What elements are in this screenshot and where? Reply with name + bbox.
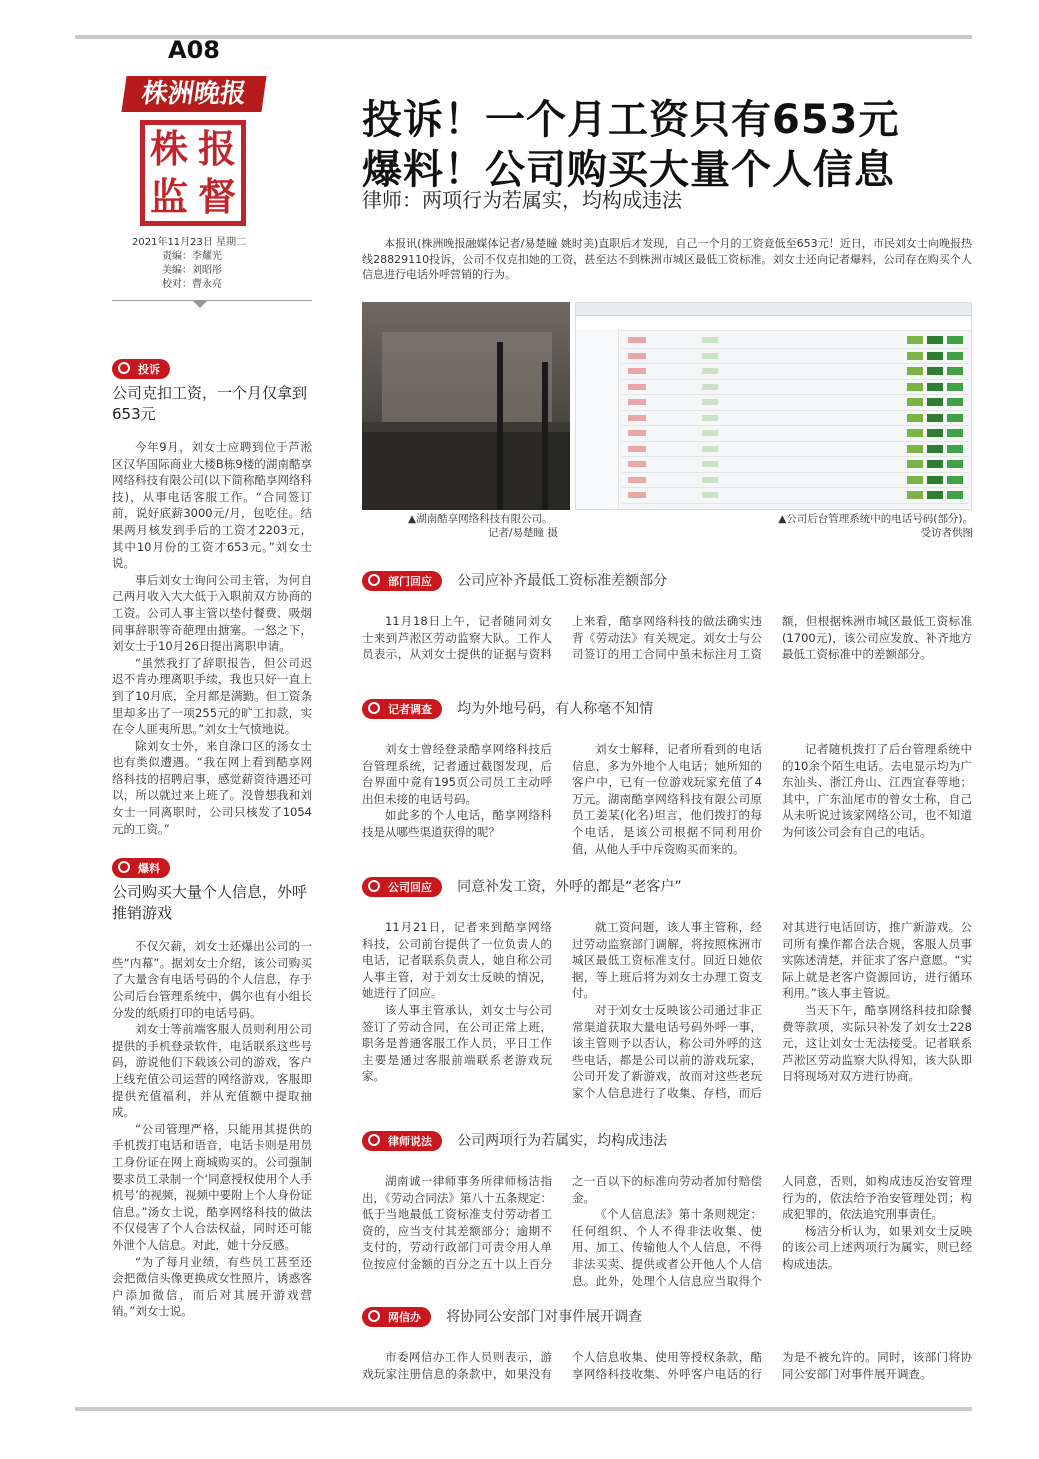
sidebar-para: 今年9月，刘女士应聘到位于芦淞区汉华国际商业大楼B栋9楼的湖南酷享网络科技有限公司(以下简称酷享网络科技)，从事电话客服工作。“合同签订前，说好底薪3000元/月，包吃住。结果两月核发到手后的工资才2203元，其中10月份的工资才653元。”刘女士说。 bbox=[112, 440, 312, 571]
issue-meta bbox=[132, 236, 282, 292]
sidebar-para: “公司管理严格，只能用其提供的手机拨打电话和语音，电话卡则是用员工身份证在网上商城购买的。公司强制要求员工录制一个‘同意授权使用个人手机号’的视频，视频中要附上个人身份证信息。”汤女士说，酷享网络科技的做法不仅侵害了个人合法权益，同时还可能外泄个人信息。对此，她十分反感。 bbox=[112, 1121, 312, 1252]
sidebar-para: 不仅欠薪，刘女士还爆出公司的一些“内幕”。据刘女士介绍，该公司购买了大量含有电话号码的个人信息，存于公司后台管理系统中，偶尔也有小组长分发的纸质打印的电话号码。 bbox=[112, 939, 312, 1020]
section-body bbox=[362, 741, 972, 857]
section-para: 对于刘女士反映该公司通过非正常渠道获取大量电话号码外呼一事，该主管则予以否认，称公司外呼的这些电话，都是公司以前的游戏玩家，公司开发了新游戏，故而对这些老玩家个人信息进行了收集、存档，而后对其进行电话回访，推广新游戏。公司所有操作都合法合规，客服人员事实陈述清楚，并征求了客户意愿。“实际上就是老客户资源回访，进行循环利用。”该人事主管说。 bbox=[572, 920, 972, 1100]
table-row bbox=[622, 457, 969, 473]
table-row bbox=[622, 488, 969, 504]
designer: 美编：刘昭彤 bbox=[162, 265, 222, 276]
section-cyberspace-office bbox=[362, 1306, 972, 1382]
section-para: 湖南诚一律师事务所律师杨洁指出，《劳动合同法》第八十五条规定：低于当地最低工资标准支付劳动者工资的，应当支付其差额部分；逾期不支付的，劳动行政部门可责令用人单位按应付金额的百分之五十以上百分之一百以下的标准向劳动者加付赔偿金。 bbox=[362, 1174, 762, 1271]
section-para: 市委网信办工作人员则表示，游戏玩家注册信息的条款中，如果没有个人信息收集、使用等授权条款，酷享网络科技收集、外呼客户电话的行为是不被允许的。同时，该部门将协同公安部门对事件展开调查。 bbox=[362, 1350, 972, 1381]
seal-char: 报 bbox=[197, 127, 236, 171]
table-row bbox=[622, 442, 969, 458]
seal-char: 督 bbox=[197, 175, 236, 219]
page-number: A08 bbox=[168, 36, 220, 64]
section-heading: 将协同公安部门对事件展开调查 bbox=[446, 1309, 643, 1325]
section-para: 杨洁分析认为，如果刘女士反映的该公司上述两项行为属实，则已经构成违法。 bbox=[782, 1223, 972, 1271]
section-lawyer-opinion bbox=[362, 1130, 972, 1289]
table-row bbox=[622, 473, 969, 489]
section-para: 就工资问题，该人事主管称，经过劳动监察部门调解，将按照株洲市城区最低工资标准支付。回近日她依据，等上班后将为刘女士办理工资支付。 bbox=[572, 920, 762, 1001]
sidebar-para: 除刘女士外，来自淥口区的汤女士也有类似遭遇。“我在网上看到酷享网络科技的招聘启事，感觉薪资待遇还可以，所以就过来上班了。没曾想我和刘女士一同离职时，公司只核发了1054元的工资。” bbox=[112, 738, 312, 836]
section-tag: 律师说法 bbox=[362, 1131, 442, 1151]
editor: 责编：李耀光 bbox=[162, 251, 222, 262]
office-photo bbox=[362, 302, 570, 510]
section-body bbox=[362, 613, 972, 663]
table-row bbox=[622, 426, 969, 442]
section-heading: 公司两项行为若属实，均构成违法 bbox=[457, 1133, 668, 1149]
section-body bbox=[362, 1173, 972, 1289]
photo-right-caption-1: ▲公司后台管理系统中的电话号码(部分)。 bbox=[778, 513, 973, 525]
section-tag: 公司回应 bbox=[362, 877, 442, 897]
table-row bbox=[622, 333, 969, 349]
section-para: 11月18日上午，记者随同刘女士来到芦淞区劳动监察大队。工作人员表示，从刘女士提供的证据与资料上来看，酷享网络科技的做法确实违背《劳动法》有关规定。刘女士与公司签订的用工合同中虽未标注月工资额，但根据株洲市城区最低工资标准(1700元)，该公司应发放、补齐地方最低工资标准中的差额部分。 bbox=[362, 614, 972, 662]
section-para: 刘女士曾经登录酷享网络科技后台管理系统，记者通过截图发现，后台界面中竟有195页公司员工主动呼出但未接的电话号码。 bbox=[362, 742, 552, 806]
proofreader: 校对：曹永亮 bbox=[162, 279, 222, 290]
tag-tipoff: 爆料 bbox=[112, 858, 170, 878]
bottom-rule bbox=[75, 1407, 972, 1411]
photo-right-caption-2: 受访者供图 bbox=[920, 527, 973, 539]
section-para: 该人事主管承认，刘女士与公司签订了劳动合同，在公司正常上班，职务是普通客服工作人员，平日工作主要是通过客服前端联系老游戏玩家。 bbox=[362, 1002, 552, 1084]
masthead-logo bbox=[121, 76, 266, 112]
issue-date: 2021年11月23日 星期二 bbox=[132, 237, 247, 248]
seal-char: 监 bbox=[149, 175, 188, 219]
photo-left-caption bbox=[408, 512, 588, 540]
subtitle: 律师：两项行为若属实，均构成违法 bbox=[362, 188, 682, 212]
section-para: 11月21日，记者来到酷享网络科技，公司前台提供了一位负责人的电话，记者联系负责人，她自称公司人事主管，对于刘女士反映的情况，她进行了回应。 bbox=[362, 920, 552, 1001]
section-para: 刘女士解释，记者所看到的电话信息，多为外地个人电话；她所知的客户中，已有一位游戏玩家充值了4万元。湖南酷享网络科技有限公司原员工姜某(化名)坦言，他们拨打的每个电话，是该公司根据不同利用价值，从他人手中斥资购买而来的。 bbox=[572, 742, 762, 856]
sidebar-para: 事后刘女士询问公司主管，为何自己两月收入大大低于入职前双方协商的工资。公司人事主管以垫付餐费、吸烟同事辞职等奇葩理由搪塞。一怒之下，刘女士于10月26日提出离职申请。 bbox=[112, 572, 312, 654]
table-row bbox=[622, 349, 969, 365]
sidebar-para: “为了每月业绩，有些员工甚至还会把微信头像更换成女性照片，诱惑客户添加微信，而后对其展开游戏营销。”刘女士说。 bbox=[112, 1254, 312, 1319]
section-tag: 部门回应 bbox=[362, 571, 442, 591]
section-para: 如此多的个人电话，酷享网络科技是从哪些渠道获得的呢？ bbox=[362, 808, 552, 839]
photo-left-caption-1: ▲湖南酷享网络科技有限公司。 bbox=[408, 513, 553, 525]
seal-stamp bbox=[140, 120, 246, 226]
section-heading: 均为外地号码，有人称毫不知情 bbox=[457, 701, 654, 717]
section-body bbox=[362, 919, 972, 1102]
lead-paragraph: 本报讯(株洲晚报融媒体记者/易楚瞳 姚时美)直职后才发现，自己一个月的工资竟低至653元！近日，市民刘女士向晚报热线28829110投诉，公司不仅克扣她的工资，甚至达不到株洲市城区最低工资标准。刘女士还向记者爆料，公司存在购买个人信息进行电话外呼营销的行为。 bbox=[362, 237, 972, 281]
photo-left-caption-2: 记者/易楚瞳 摄 bbox=[488, 527, 558, 539]
headline-line-1: 投诉！一个月工资只有653元 bbox=[362, 97, 900, 143]
section-para: 记者随机拨打了后台管理系统中的10余个陌生电话。去电显示均为广东汕头、浙江舟山、江西宜春等地；其中，广东汕尾市的曾女士称，自己从未听说过该家网络公司，也不知道为何该公司会有自己的电话。 bbox=[782, 742, 972, 839]
table-row bbox=[622, 411, 969, 427]
section-para: 当天下午，酷享网络科技扣除餐费等款项，实际只补发了刘女士228元，这让刘女士无法接受。记者联系芦淞区劳动监察大队得知，该大队即日将现场对双方进行协商。 bbox=[782, 1002, 972, 1084]
section-company-response bbox=[362, 876, 972, 1102]
section-department-response bbox=[362, 570, 972, 663]
section-tag: 记者调查 bbox=[362, 699, 442, 719]
tag-complaint: 投诉 bbox=[112, 359, 170, 379]
section-heading: 公司应补齐最低工资标准差额部分 bbox=[457, 573, 668, 589]
table-row bbox=[622, 395, 969, 411]
section-body bbox=[362, 1349, 972, 1382]
masthead-text: 株洲晚报 bbox=[139, 79, 249, 109]
sidebar-para: 刘女士等前端客服人员则利用公司提供的手机登录软件，电话联系这些号码，游说他们下载该公司的游戏，客户上线充值公司运营的网络游戏，客服即提供充值福利，并从充值额中提取抽成。 bbox=[112, 1022, 312, 1120]
section-heading: 同意补发工资，外呼的都是“老客户” bbox=[457, 879, 682, 895]
sidebar-heading-1: 公司克扣工资，一个月仅拿到653元 bbox=[112, 384, 308, 423]
sidebar-para: “虽然我打了辞职报告，但公司迟迟不肯办理离职手续，我也只好一直上到了10月底，全月都是满勤。但工资条里却多出了一项255元的旷工扣款，实在令人匪夷所思。”刘女士气愤地说。 bbox=[112, 655, 312, 737]
table-row bbox=[622, 380, 969, 396]
section-reporter-investigation bbox=[362, 698, 972, 857]
section-tag: 网信办 bbox=[362, 1307, 431, 1327]
table-row bbox=[622, 364, 969, 380]
section-para: 《个人信息法》第十条则规定：任何组织、个人不得非法收集、使用、加工、传输他人个人信息，不得非法买卖、提供或者公开他人个人信息。此外，处理个人信息应当取得个人同意，否则，如构成违反治安管理行为的，依法给予治安管理处罚；构成犯罪的，依法追究刑事责任。 bbox=[572, 1174, 972, 1288]
photo-right-caption bbox=[745, 512, 973, 540]
admin-screenshot bbox=[575, 302, 972, 510]
meta-divider-notch bbox=[192, 300, 208, 308]
sidebar bbox=[112, 358, 312, 1320]
seal-char: 株 bbox=[149, 127, 188, 171]
sidebar-heading-2: 公司购买大量个人信息，外呼推销游戏 bbox=[112, 883, 308, 923]
meta-divider bbox=[112, 300, 312, 301]
headline-line-2: 爆料！公司购买大量个人信息 bbox=[362, 147, 895, 193]
